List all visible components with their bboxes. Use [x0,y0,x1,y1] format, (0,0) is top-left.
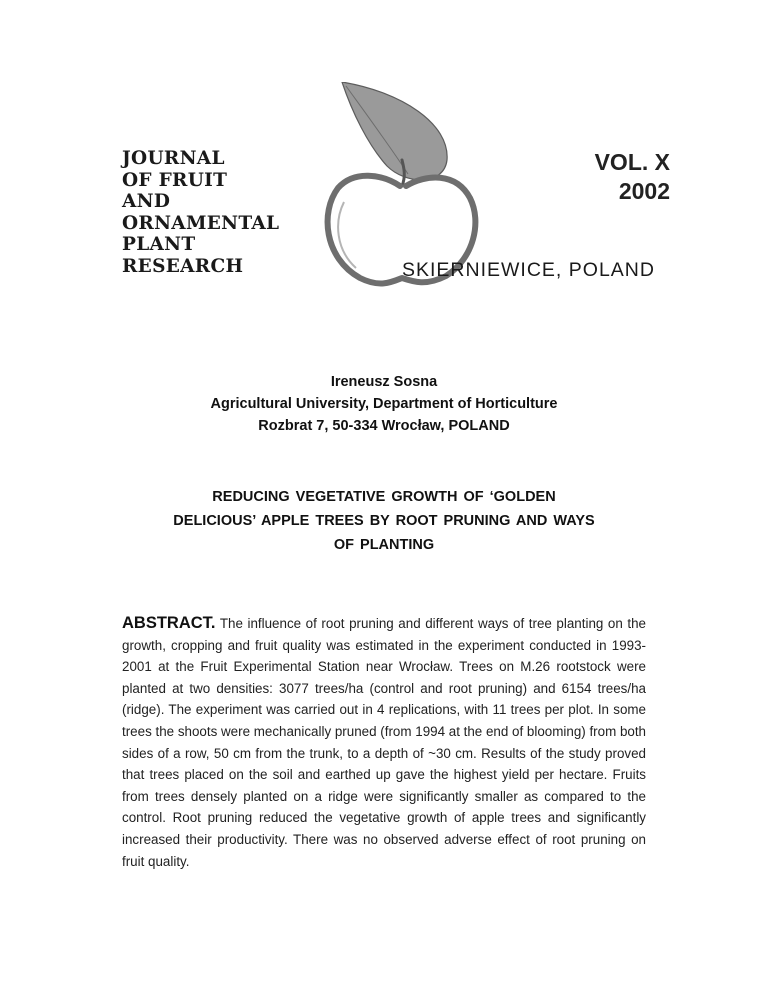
journal-title-line: AND [122,191,171,212]
paper-title-line: REDUCING VEGETATIVE GROWTH OF ‘GOLDEN [212,489,556,505]
volume-number: VOL. X [594,149,670,175]
author-affiliation: Agricultural University, Department of Horticulture [210,396,558,412]
journal-title-line: RESEARCH [122,255,244,277]
journal-title-line: ORNAMENTAL [122,212,280,234]
abstract-label: ABSTRACT. [122,614,216,632]
author-block [0,371,768,437]
abstract [122,613,646,872]
apple-leaf-logo-icon [322,82,482,287]
publication-place: SKIERNIEWICE, POLAND [402,259,655,281]
author-name: Ireneusz Sosna [330,374,438,390]
volume-info [595,148,670,206]
paper-title-line: DELICIOUS’ APPLE TREES BY ROOT PRUNING AND WAYS [173,513,595,529]
journal-title-line: PLANT [122,234,196,255]
volume-year: 2002 [618,178,670,204]
paper-title [130,485,638,557]
leaf-icon [342,82,447,180]
paper-title-line: OF PLANTING [333,537,435,553]
author-address: Rozbrat 7, 50-334 Wrocław, POLAND [258,418,510,434]
journal-title-line: OF FRUIT [122,169,228,191]
journal-title [122,148,342,277]
abstract-text: The influence of root pruning and different ways of tree planting on the growth, cropping and fruit quality was estimated in the experiment conducted in 1993-2001 at the Fruit Experimental Station near Wrocław. Trees on M.26 rootstock were planted at two densities: 3077 trees/ha (control and root pruning) and 6154 trees/ha (ridge). The experiment was carried out in 4 replications, with 11 trees per plot. In some trees the shoots were mechanically pruned (from 1994 at the end of blooming) from both sides of a row, 50 cm from the trunk, to a depth of ~30 cm. Results of the study proved that trees placed on the soil and earthed up gave the highest yield per hectare. Fruits from trees densely planted on a ridge were significantly smaller as compared to the control. Root pruning reduced the vegetative growth of apple trees and significantly increased their productivity. There was no observed adverse effect of root pruning on fruit quality. [122,616,647,869]
journal-title-line: JOURNAL [122,148,225,169]
